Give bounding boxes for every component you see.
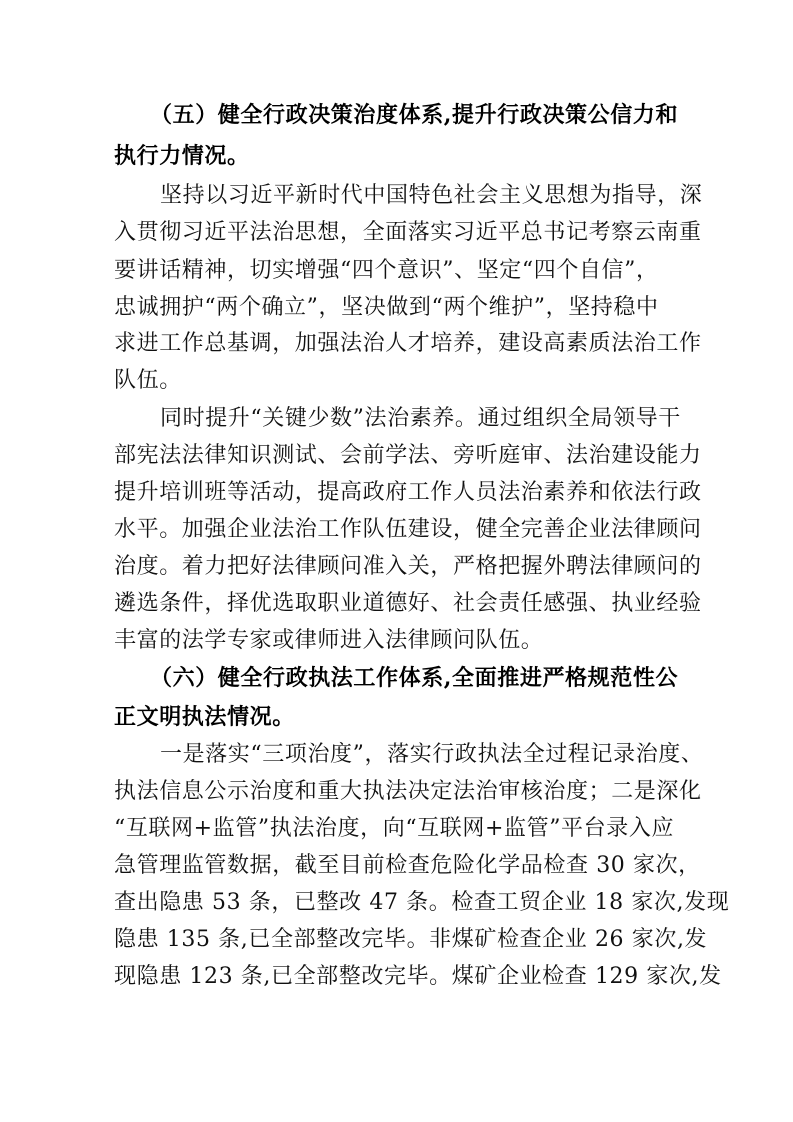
section-heading-5-line-1: （五）健全行政决策治度体系,提升行政决策公信力和 xyxy=(150,102,679,128)
paragraph-2-line-6: 遴选条件，择优选取职业道德好、社会责任感强、执业经验 xyxy=(114,591,702,616)
section-heading-6-line-2: 正文明执法情况。 xyxy=(114,704,295,730)
paragraph-3-line-6: 隐患 135 条,已全部整改完毕。非煤矿检查企业 26 家次,发 xyxy=(114,927,708,952)
paragraph-1-line-3: 要讲话精神，切实增强“四个意识”、坚定“四个自信”， xyxy=(114,258,659,283)
paragraph-2-line-4: 水平。加强企业法治工作队伍建设，健全完善企业法律顾问 xyxy=(114,517,702,542)
paragraph-2-line-2: 部宪法法律知识测试、会前学法、旁听庭审、法治建设能力 xyxy=(114,443,702,468)
section-heading-6-line-1: （六）健全行政执法工作体系,全面推进严格规范性公 xyxy=(150,665,679,691)
paragraph-3-line-2: 执法信息公示治度和重大执法决定法治审核治度；二是深化 xyxy=(114,779,702,804)
paragraph-2-line-3: 提升培训班等活动，提高政府工作人员法治素养和依法行政 xyxy=(114,480,702,505)
paragraph-2-line-7: 丰富的法学专家或律师进入法律顾问队伍。 xyxy=(114,628,544,653)
paragraph-1-line-4: 忠诚拥护“两个确立”，坚决做到“两个维护”，坚持稳中 xyxy=(114,295,659,320)
paragraph-2-line-5: 治度。着力把好法律顾问准入关，严格把握外聘法律顾问的 xyxy=(114,554,702,579)
paragraph-3-line-4: 急管理监管数据，截至目前检查危险化学品检查 30 家次， xyxy=(114,853,701,878)
paragraph-2-line-1: 同时提升“关键少数”法治素养。通过组织全局领导干 xyxy=(160,406,681,431)
paragraph-1-line-5: 求进工作总基调，加强法治人才培养，建设高素质法治工作 xyxy=(114,331,702,356)
paragraph-3-line-1: 一是落实“三项治度”，落实行政执法全过程记录治度、 xyxy=(160,742,704,767)
section-heading-5-line-2: 执行力情况。 xyxy=(114,143,250,169)
paragraph-1-line-2: 入贯彻习近平法治思想，全面落实习近平总书记考察云南重 xyxy=(114,220,702,245)
paragraph-3-line-5: 查出隐患 53 条，已整改 47 条。检查工贸企业 18 家次,发现 xyxy=(114,890,730,915)
paragraph-3-line-7: 现隐患 123 条,已全部整改完毕。煤矿企业检查 129 家次,发 xyxy=(114,964,722,989)
paragraph-1-line-1: 坚持以习近平新时代中国特色社会主义思想为指导，深 xyxy=(160,183,703,208)
paragraph-3-line-3: “互联网+监管”执法治度，向“互联网+监管”平台录入应 xyxy=(114,816,675,841)
paragraph-1-line-6: 队伍。 xyxy=(114,368,182,393)
